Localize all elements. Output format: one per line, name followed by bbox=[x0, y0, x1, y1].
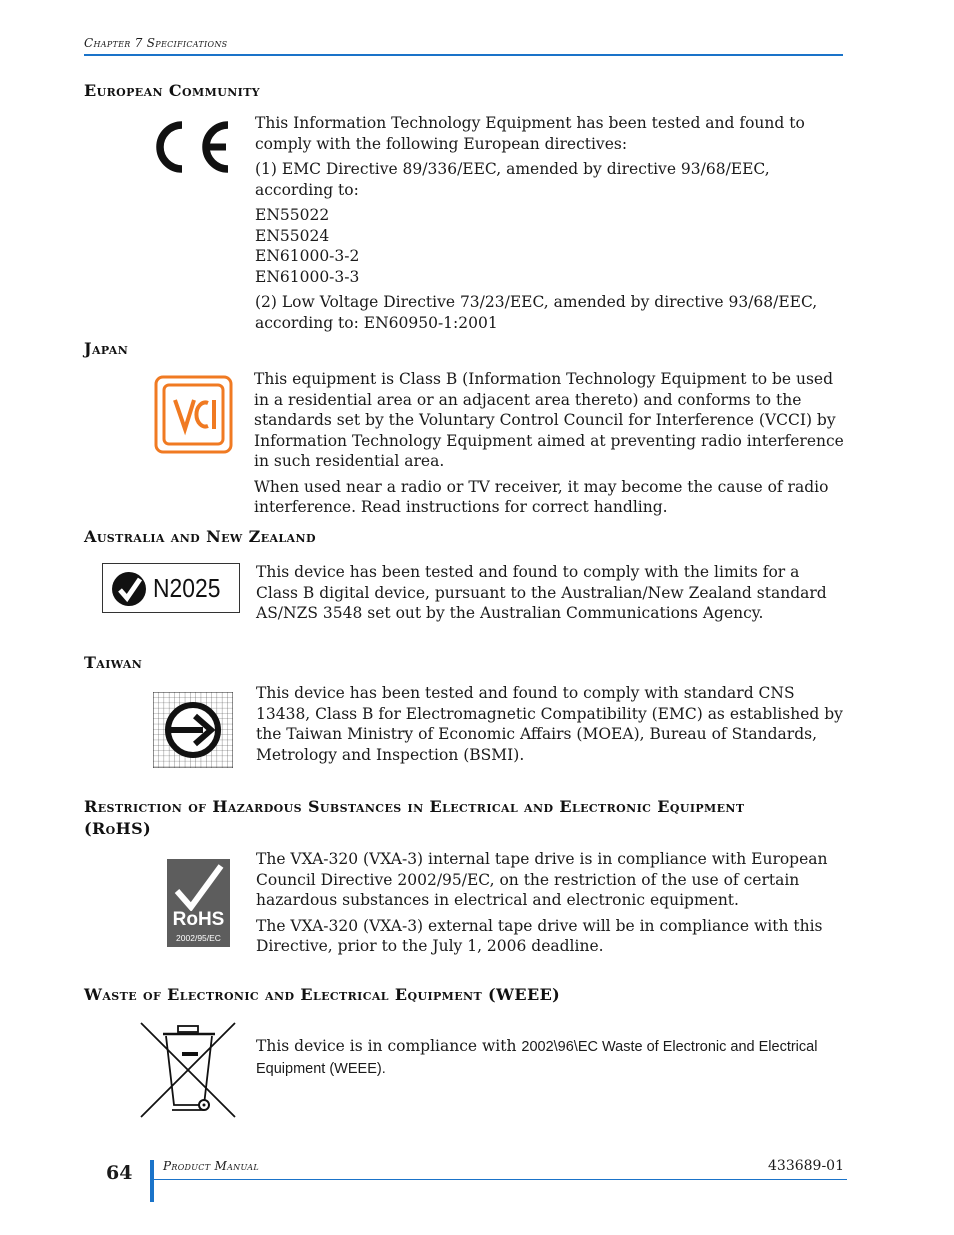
section-heading-weee: Waste of Electronic and Electrical Equipment (WEEE) bbox=[84, 985, 561, 1004]
footer-bar bbox=[150, 1160, 154, 1202]
weee-text-sans: 2002\96\EC Waste of Electronic and Electrical Equipment (WEEE). bbox=[256, 1039, 818, 1077]
section-heading-japan: Japan bbox=[84, 339, 129, 358]
japan-paragraph-2: When used near a radio or TV receiver, it may become the cause of radio interference. Read instructions for correct handling. bbox=[254, 477, 829, 516]
rohs-logo-title: RoHS bbox=[172, 909, 225, 930]
aus-paragraph-1: This device has been tested and found to comply with the limits for a Class B digital device, pursuant to the Australian/New Zealand standard AS/NZS 3548 set out by the Australian Communications Agency. bbox=[256, 563, 827, 622]
rohs-heading-line-2: (RoHS) bbox=[84, 819, 152, 838]
weee-bin-icon bbox=[138, 1021, 238, 1119]
footer-title: Product Manual bbox=[163, 1159, 259, 1173]
footer-doc-number: 433689-01 bbox=[768, 1158, 844, 1174]
eu-standards-list bbox=[255, 205, 845, 287]
checkmark-icon bbox=[173, 863, 225, 911]
chapter-header: Chapter 7 Specifications bbox=[84, 36, 228, 50]
bsmi-logo-icon bbox=[153, 692, 233, 768]
eu-body bbox=[255, 113, 845, 338]
header-rule bbox=[84, 54, 843, 56]
footer-rule bbox=[154, 1179, 847, 1180]
eu-standard: EN55022 bbox=[255, 206, 330, 224]
japan-body bbox=[254, 369, 844, 523]
eu-paragraph-3: (2) Low Voltage Directive 73/23/EEC, amended by directive 93/68/EEC, according to: EN60950-1:2001 bbox=[255, 293, 818, 332]
eu-paragraph-1: This Information Technology Equipment has been tested and found to comply with the following European directives: bbox=[255, 114, 805, 153]
ce-mark-icon bbox=[146, 117, 234, 177]
rohs-heading-line-1: Restriction of Hazardous Substances in Electrical and Electronic Equipment bbox=[84, 797, 745, 816]
taiwan-paragraph-1: This device has been tested and found to comply with standard CNS 13438, Class B for Electromagnetic Compatibility (EMC) as established by the Taiwan Ministry of Economic Affairs (MOEA), Bureau of Standards, Metrology and Inspection (BSMI). bbox=[256, 684, 843, 764]
section-heading-eu: European Community bbox=[84, 81, 261, 100]
rohs-body bbox=[256, 849, 846, 962]
section-heading-rohs bbox=[84, 796, 844, 840]
rohs-logo bbox=[167, 859, 230, 947]
page-number: 64 bbox=[106, 1162, 133, 1184]
rohs-paragraph-2: The VXA-320 (VXA-3) external tape drive will be in compliance with this Directive, prior to the July 1, 2006 deadline. bbox=[256, 916, 823, 955]
c-tick-icon bbox=[111, 571, 147, 607]
rohs-logo-directive: 2002/95/EC bbox=[176, 933, 221, 943]
eu-standard: EN55024 bbox=[255, 226, 330, 245]
vcci-logo-icon bbox=[154, 375, 233, 454]
aus-body bbox=[256, 562, 844, 629]
eu-paragraph-2: (1) EMC Directive 89/336/EEC, amended by directive 93/68/EEC, according to: bbox=[255, 160, 770, 199]
weee-body bbox=[256, 1036, 846, 1084]
japan-paragraph-1: This equipment is Class B (Information Technology Equipment to be used in a residential area or an adjacent area thereto) and conforms to the standards set by the Voluntary Control Council for Interference (VCCI) by Information Technology Equipment aimed at preventing radio interference in such residential area. bbox=[254, 370, 844, 470]
c-tick-logo bbox=[102, 563, 240, 613]
weee-text-serif: This device is in compliance with bbox=[256, 1037, 517, 1055]
section-heading-taiwan: Taiwan bbox=[84, 653, 143, 672]
eu-standard: EN61000-3-2 bbox=[255, 247, 360, 265]
rohs-paragraph-1: The VXA-320 (VXA-3) internal tape drive is in compliance with European Council Directive 2002/95/EC, on the restriction of the use of certain hazardous substances in electrical and electronic equipment. bbox=[256, 850, 828, 909]
taiwan-body bbox=[256, 683, 846, 770]
c-tick-number: N2025 bbox=[153, 573, 221, 603]
weee-paragraph-1 bbox=[256, 1036, 846, 1079]
eu-standard: EN61000-3-3 bbox=[255, 267, 360, 286]
section-heading-aus: Australia and New Zealand bbox=[84, 527, 316, 546]
